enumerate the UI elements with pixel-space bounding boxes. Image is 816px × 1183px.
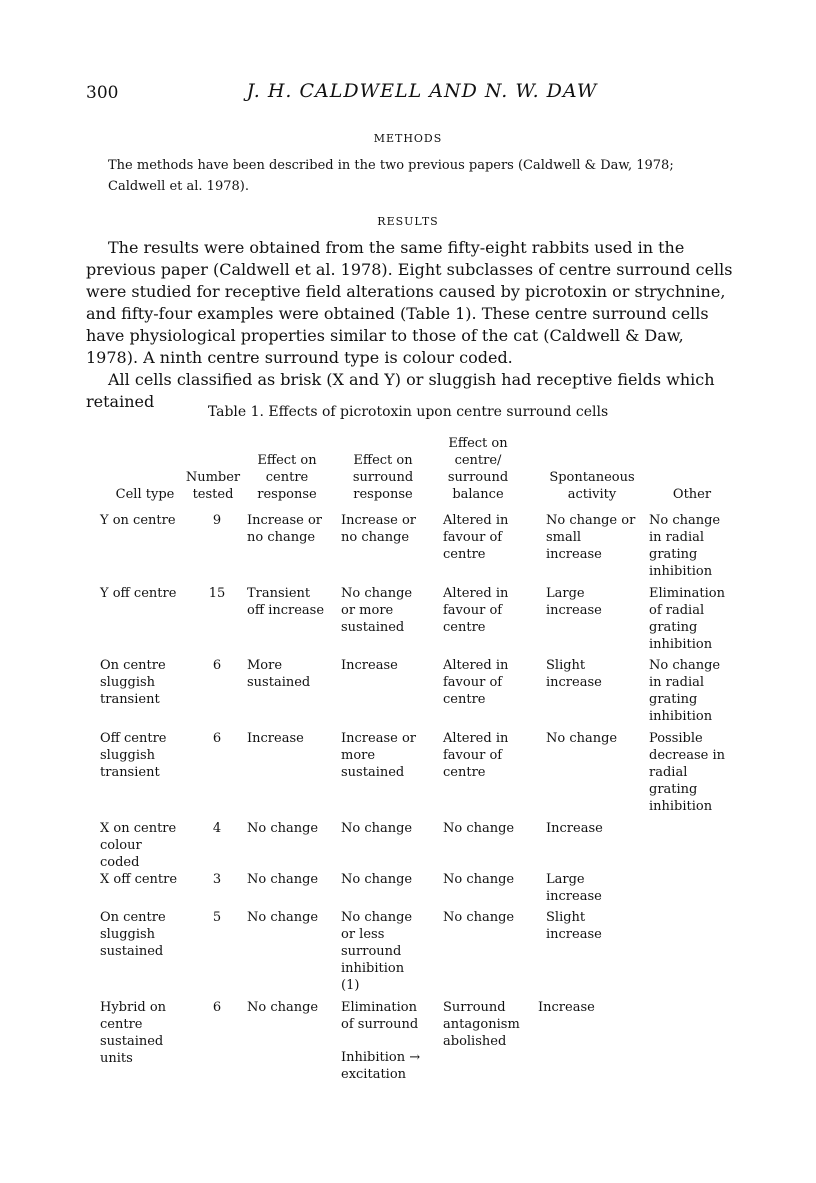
table-cell-number: 6	[212, 658, 222, 673]
table-cell-centre: No change	[247, 910, 319, 925]
table-cell-cell-type: On centre sluggish transient	[100, 658, 166, 707]
table-cell-spontaneous: Large increase	[546, 872, 602, 904]
table-cell-surround-extra: Inhibition → excitation	[341, 1050, 421, 1082]
table-cell-spontaneous: Slight increase	[546, 658, 602, 690]
table-cell-surround: No change	[341, 872, 413, 887]
col-header-centre-response: Effect on centre response	[257, 453, 317, 502]
table-cell-centre: Transient off increase	[247, 586, 325, 618]
table-cell-cell-type: Y off centre	[100, 586, 177, 601]
table-cell-cell-type: Y on centre	[100, 513, 176, 528]
table-cell-balance: Altered in favour of centre	[443, 586, 509, 635]
table-cell-centre: Increase or no change	[247, 513, 322, 545]
col-header-number-tested: Number tested	[185, 470, 241, 502]
table-cell-surround: Increase	[341, 658, 398, 673]
table-cell-balance: Altered in favour of centre	[443, 731, 509, 780]
table-cell-centre: No change	[247, 872, 319, 887]
table-cell-cell-type: Off centre sluggish transient	[100, 731, 167, 780]
table-cell-centre: No change	[247, 821, 319, 836]
table-cell-number: 15	[208, 586, 226, 601]
table-cell-surround: Elimination of surround	[341, 1000, 419, 1032]
table-cell-other: No change in radial grating inhibition	[649, 513, 721, 579]
table-cell-centre: Increase	[247, 731, 304, 746]
table-cell-spontaneous: Increase	[546, 821, 603, 836]
table-cell-surround: Increase or more sustained	[341, 731, 416, 780]
table-cell-cell-type: On centre sluggish sustained	[100, 910, 166, 959]
results-paragraph: The results were obtained from the same fifty-eight rabbits used in the previous paper (Caldwell et al. 1978). Eight subclasses of centre surround cells were studied for receptive field alterations caused by picrotoxin or strychnine, and fifty-four examples were obtained (Table 1). These centre surround cells have physiological properties similar to those of the cat (Caldwell & Daw, 1978). A ninth centre surround type is colour coded.	[86, 238, 733, 367]
table-cell-surround: No change or less surround inhibition (1)	[341, 910, 413, 993]
table-cell-centre: No change	[247, 1000, 319, 1015]
table-cell-balance: Altered in favour of centre	[443, 658, 509, 707]
table-cell-surround: No change	[341, 821, 413, 836]
table-cell-balance: No change	[443, 910, 515, 925]
table-cell-number: 3	[212, 872, 222, 887]
col-header-surround-response: Effect on surround response	[352, 453, 414, 502]
table-cell-cell-type: X off centre	[100, 872, 178, 887]
table-cell-spontaneous: Large increase	[546, 586, 602, 618]
page-number: 300	[86, 83, 119, 103]
methods-paragraph: The methods have been described in the two previous papers (Caldwell & Daw, 1978; Caldwell et al. 1978).	[108, 158, 674, 194]
results-paragraph: All cells classified as brisk (X and Y) or sluggish had receptive fields which retained	[86, 370, 715, 411]
table-cell-surround: No change or more sustained	[341, 586, 413, 635]
table-cell-number: 4	[212, 821, 222, 836]
running-title: J. H. CALDWELL AND N. W. DAW	[246, 80, 598, 102]
table-cell-surround: Increase or no change	[341, 513, 416, 545]
table-cell-other: No change in radial grating inhibition	[649, 658, 721, 724]
table-caption: Table 1. Effects of picrotoxin upon centre surround cells	[207, 404, 609, 420]
results-body	[86, 237, 734, 413]
table-cell-spontaneous: Increase	[538, 1000, 595, 1015]
table-cell-number: 9	[212, 513, 222, 528]
table-cell-balance: No change	[443, 872, 515, 887]
methods-heading: METHODS	[373, 132, 443, 145]
col-header-spontaneous: Spontaneous activity	[549, 470, 635, 502]
table-cell-balance: No change	[443, 821, 515, 836]
table-cell-spontaneous: No change	[546, 731, 618, 746]
table-cell-spontaneous: No change or small increase	[546, 513, 636, 562]
col-header-other: Other	[672, 487, 712, 502]
table-cell-other: Possible decrease in radial grating inhibition	[649, 731, 725, 814]
col-header-cell-type: Cell type	[115, 487, 175, 502]
table-cell-number: 5	[212, 910, 222, 925]
table-cell-cell-type: X on centre colour coded	[100, 821, 177, 870]
table-cell-centre: More sustained	[247, 658, 311, 690]
table-cell-spontaneous: Slight increase	[546, 910, 602, 942]
table-cell-cell-type: Hybrid on centre sustained units	[100, 1000, 167, 1066]
table-cell-balance: Surround antagonism abolished	[443, 1000, 520, 1049]
results-heading: RESULTS	[377, 215, 439, 228]
col-header-balance: Effect on centre/ surround balance	[447, 436, 509, 502]
table-cell-number: 6	[212, 731, 222, 746]
table-cell-balance: Altered in favour of centre	[443, 513, 509, 562]
table-cell-number: 6	[212, 1000, 222, 1015]
table-cell-other: Elimination of radial grating inhibition	[649, 586, 725, 652]
